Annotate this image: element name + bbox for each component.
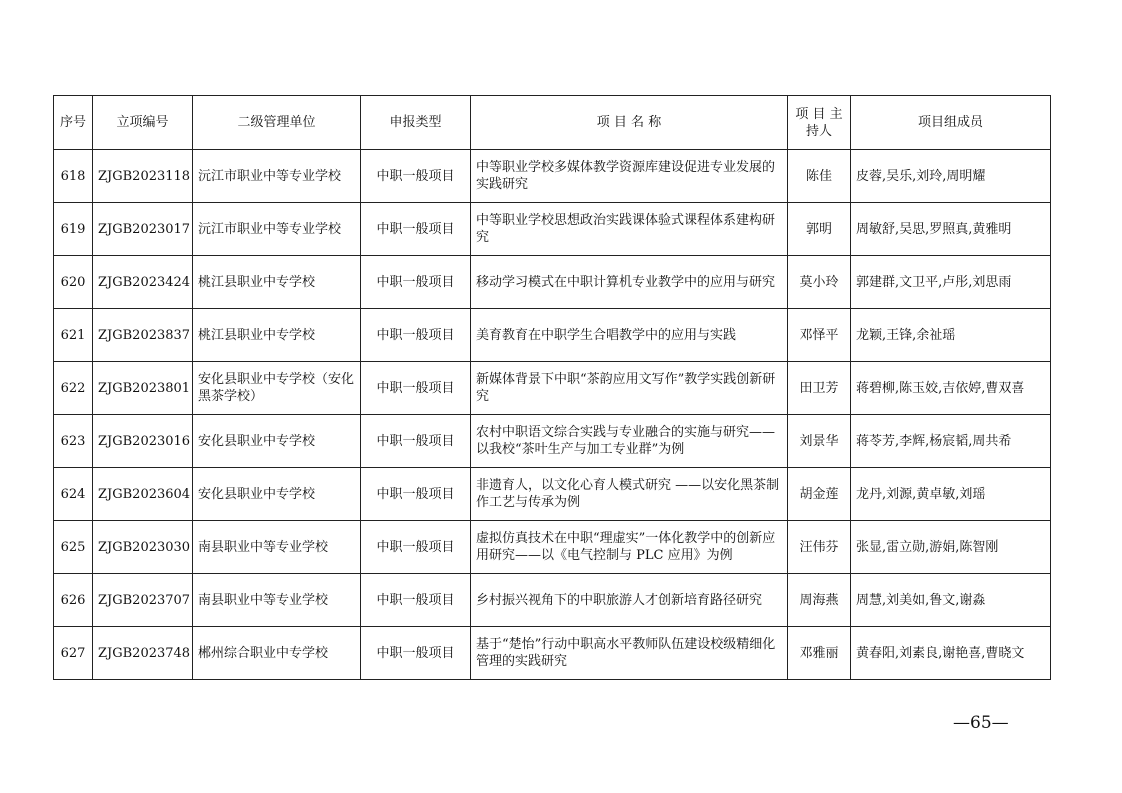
table-row bbox=[54, 521, 1051, 574]
cell-project-name: 中等职业学校多媒体教学资源库建设促进专业发展的实践研究 bbox=[471, 150, 788, 203]
cell-code: ZJGB2023424 bbox=[93, 256, 193, 309]
cell-host: 邓怿平 bbox=[788, 309, 851, 362]
table-row bbox=[54, 309, 1051, 362]
cell-type: 中职一般项目 bbox=[361, 574, 471, 627]
cell-type: 中职一般项目 bbox=[361, 521, 471, 574]
header-seq: 序号 bbox=[54, 96, 93, 150]
cell-members: 周慧,刘美如,鲁文,谢淼 bbox=[851, 574, 1051, 627]
cell-code: ZJGB2023604 bbox=[93, 468, 193, 521]
cell-project-name: 中等职业学校思想政治实践课体验式课程体系建构研究 bbox=[471, 203, 788, 256]
header-project-name: 项 目 名 称 bbox=[471, 96, 788, 150]
table-row bbox=[54, 150, 1051, 203]
cell-code: ZJGB2023030 bbox=[93, 521, 193, 574]
table-row bbox=[54, 627, 1051, 680]
cell-code: ZJGB2023017 bbox=[93, 203, 193, 256]
cell-host: 陈佳 bbox=[788, 150, 851, 203]
table-row bbox=[54, 574, 1051, 627]
cell-type: 中职一般项目 bbox=[361, 150, 471, 203]
table-row bbox=[54, 362, 1051, 415]
cell-seq: 622 bbox=[54, 362, 93, 415]
table-row bbox=[54, 256, 1051, 309]
cell-unit: 安化县职业中专学校 bbox=[193, 415, 361, 468]
page-number: —65— bbox=[953, 713, 1009, 733]
cell-project-name: 非遗育人，以文化心育人模式研究 ——以安化黑茶制作工艺与传承为例 bbox=[471, 468, 788, 521]
cell-host: 田卫芳 bbox=[788, 362, 851, 415]
cell-project-name: 乡村振兴视角下的中职旅游人才创新培育路径研究 bbox=[471, 574, 788, 627]
cell-host: 莫小玲 bbox=[788, 256, 851, 309]
cell-type: 中职一般项目 bbox=[361, 468, 471, 521]
header-unit: 二级管理单位 bbox=[193, 96, 361, 150]
cell-seq: 627 bbox=[54, 627, 93, 680]
cell-code: ZJGB2023016 bbox=[93, 415, 193, 468]
cell-members: 皮蓉,吴乐,刘玲,周明耀 bbox=[851, 150, 1051, 203]
cell-project-name: 虚拟仿真技术在中职“理虚实”一体化教学中的创新应用研究——以《电气控制与 PLC 应用》为例 bbox=[471, 521, 788, 574]
project-table bbox=[53, 95, 1051, 680]
cell-type: 中职一般项目 bbox=[361, 415, 471, 468]
cell-code: ZJGB2023118 bbox=[93, 150, 193, 203]
cell-host: 周海燕 bbox=[788, 574, 851, 627]
cell-code: ZJGB2023707 bbox=[93, 574, 193, 627]
cell-project-name: 移动学习模式在中职计算机专业教学中的应用与研究 bbox=[471, 256, 788, 309]
cell-members: 蒋苓芳,李辉,杨宸韬,周共希 bbox=[851, 415, 1051, 468]
cell-members: 黄春阳,刘素良,谢艳喜,曹晓文 bbox=[851, 627, 1051, 680]
cell-unit: 安化县职业中专学校 bbox=[193, 468, 361, 521]
cell-project-name: 农村中职语文综合实践与专业融合的实施与研究——以我校“茶叶生产与加工专业群”为例 bbox=[471, 415, 788, 468]
cell-host: 郭明 bbox=[788, 203, 851, 256]
cell-host: 刘景华 bbox=[788, 415, 851, 468]
cell-members: 蒋碧柳,陈玉姣,吉依婷,曹双喜 bbox=[851, 362, 1051, 415]
cell-members: 郭建群,文卫平,卢彤,刘思雨 bbox=[851, 256, 1051, 309]
header-type: 申报类型 bbox=[361, 96, 471, 150]
header-members: 项目组成员 bbox=[851, 96, 1051, 150]
cell-code: ZJGB2023837 bbox=[93, 309, 193, 362]
cell-code: ZJGB2023748 bbox=[93, 627, 193, 680]
header-row bbox=[54, 96, 1051, 150]
cell-seq: 619 bbox=[54, 203, 93, 256]
cell-host: 汪伟芬 bbox=[788, 521, 851, 574]
cell-seq: 621 bbox=[54, 309, 93, 362]
cell-seq: 626 bbox=[54, 574, 93, 627]
cell-unit: 南县职业中等专业学校 bbox=[193, 574, 361, 627]
table-row bbox=[54, 415, 1051, 468]
header-code: 立项编号 bbox=[93, 96, 193, 150]
cell-seq: 625 bbox=[54, 521, 93, 574]
cell-members: 周敏舒,吴思,罗照真,黄雅明 bbox=[851, 203, 1051, 256]
header-host: 项 目 主持人 bbox=[788, 96, 851, 150]
cell-seq: 620 bbox=[54, 256, 93, 309]
cell-host: 邓雅丽 bbox=[788, 627, 851, 680]
cell-host: 胡金莲 bbox=[788, 468, 851, 521]
cell-unit: 沅江市职业中等专业学校 bbox=[193, 203, 361, 256]
cell-code: ZJGB2023801 bbox=[93, 362, 193, 415]
cell-type: 中职一般项目 bbox=[361, 627, 471, 680]
cell-type: 中职一般项目 bbox=[361, 309, 471, 362]
cell-seq: 624 bbox=[54, 468, 93, 521]
cell-project-name: 基于“楚怡”行动中职高水平教师队伍建设校级精细化管理的实践研究 bbox=[471, 627, 788, 680]
cell-seq: 618 bbox=[54, 150, 93, 203]
cell-project-name: 新媒体背景下中职“茶韵应用文写作”教学实践创新研究 bbox=[471, 362, 788, 415]
cell-type: 中职一般项目 bbox=[361, 362, 471, 415]
cell-members: 龙丹,刘源,黄卓敏,刘瑶 bbox=[851, 468, 1051, 521]
cell-unit: 沅江市职业中等专业学校 bbox=[193, 150, 361, 203]
table-row bbox=[54, 468, 1051, 521]
cell-type: 中职一般项目 bbox=[361, 203, 471, 256]
cell-members: 龙颖,王锋,余祉瑶 bbox=[851, 309, 1051, 362]
table-row bbox=[54, 203, 1051, 256]
cell-type: 中职一般项目 bbox=[361, 256, 471, 309]
cell-members: 张显,雷立勋,游娟,陈智刚 bbox=[851, 521, 1051, 574]
cell-unit: 桃江县职业中专学校 bbox=[193, 309, 361, 362]
cell-unit: 郴州综合职业中专学校 bbox=[193, 627, 361, 680]
cell-unit: 南县职业中等专业学校 bbox=[193, 521, 361, 574]
cell-project-name: 美育教育在中职学生合唱教学中的应用与实践 bbox=[471, 309, 788, 362]
cell-unit: 安化县职业中专学校（安化黑茶学校） bbox=[193, 362, 361, 415]
cell-seq: 623 bbox=[54, 415, 93, 468]
cell-unit: 桃江县职业中专学校 bbox=[193, 256, 361, 309]
